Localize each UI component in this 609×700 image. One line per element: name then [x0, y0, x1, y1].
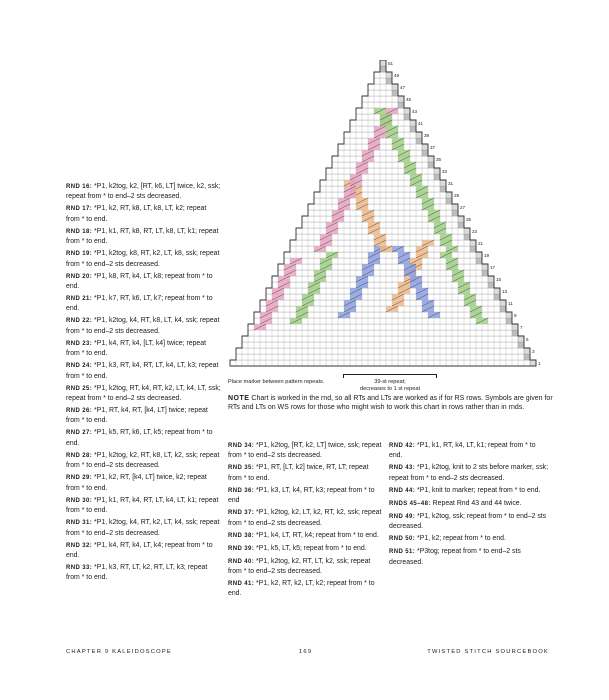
chart-row — [338, 144, 428, 150]
instruction-row — [66, 294, 221, 314]
round-label: RND 27: — [66, 430, 93, 437]
purl-cell — [446, 192, 452, 198]
round-label: RND 38: — [228, 532, 255, 539]
round-text: *P1, k1, RT, k8, RT, LT, k8, LT, k1; repeat from * to end. — [66, 227, 219, 246]
instruction-row — [389, 441, 549, 461]
round-text: *P1, k2, RT, k2, LT, k2; repeat from * to end. — [228, 580, 375, 598]
instructions-column-2 — [228, 441, 383, 601]
instruction-row — [228, 557, 383, 577]
instruction-row — [66, 473, 221, 493]
purl-cell — [392, 84, 398, 90]
row-number: 27 — [460, 205, 466, 211]
purl-cell — [386, 78, 392, 84]
repeat-bracket — [343, 374, 437, 378]
instruction-row — [228, 579, 383, 599]
instruction-row — [66, 204, 221, 224]
instruction-row — [228, 544, 383, 554]
round-label: RND 44: — [389, 487, 416, 494]
purl-cell — [410, 120, 416, 126]
chart-row — [326, 168, 440, 174]
instruction-row — [228, 531, 383, 541]
purl-cell — [524, 348, 530, 354]
chart-row — [320, 180, 446, 186]
purl-cell — [518, 342, 524, 348]
purl-cell — [452, 210, 458, 216]
round-label: RND 24: — [66, 363, 93, 370]
chart-row — [236, 348, 530, 354]
instruction-row — [66, 518, 221, 538]
chart-row — [242, 336, 524, 342]
note-text: Chart is worked in the rnd, so all RTs and LTs are worked as if for RS rows. Symbols are given for RTs and LTs on WS rows for those who might wish to work this chart in rows rather than in rnds. — [228, 395, 553, 411]
purl-cell — [380, 66, 386, 72]
chart-row — [338, 150, 428, 156]
row-number: 21 — [478, 241, 484, 247]
purl-cell — [500, 300, 506, 306]
round-label: RND 50: — [389, 536, 416, 543]
purl-cell — [416, 132, 422, 138]
round-label: RND 25: — [66, 385, 93, 392]
purl-cell — [476, 252, 482, 258]
round-text: *P1, k2tog, knit to 2 sts before marker, ssk; repeat from * to end–2 sts decreased. — [389, 464, 549, 482]
chart-row — [236, 354, 530, 360]
round-text: *P1, k2tog, k2, LT, k2, RT, k2, ssk; repeat from * to end–2 sts decreased. — [228, 509, 382, 527]
round-label: RND 16: — [66, 184, 93, 190]
purl-cell — [500, 306, 506, 312]
purl-cell — [476, 258, 482, 264]
round-label: RND 31: — [66, 520, 93, 527]
round-text: *P1, k4, RT, k4, [LT, k4] twice; repeat from * to end. — [66, 339, 207, 358]
round-text: *P1, k2tog, ssk; repeat from * to end–2 sts decreased. — [389, 512, 547, 531]
round-text: *P1, k2tog, k8, RT, k2, LT, k8, ssk; repeat from * to end–2 sts decreased. — [66, 250, 220, 268]
purl-cell — [494, 294, 500, 300]
instruction-row — [389, 512, 549, 532]
row-number: 29 — [454, 193, 460, 199]
purl-cell — [470, 246, 476, 252]
footer-book-title: TWISTED STITCH SOURCEBOOK — [427, 649, 549, 655]
row-number: 1 — [538, 361, 541, 367]
instruction-row — [66, 272, 221, 292]
row-number: 51 — [388, 61, 394, 67]
purl-cell — [458, 222, 464, 228]
chart-row — [248, 330, 518, 336]
round-text: *P1, RT, [LT, k2] twice, RT, LT; repeat from * to end. — [228, 464, 369, 482]
instruction-row — [389, 547, 549, 567]
round-label: RND 22: — [66, 318, 93, 325]
footer-chapter: CHAPTER 9 KALEIDOSCOPE — [66, 649, 172, 655]
instructions-column-3 — [389, 441, 549, 570]
purl-cell — [518, 336, 524, 342]
purl-cell — [452, 204, 458, 210]
row-number: 41 — [418, 121, 424, 127]
chart-row — [332, 162, 434, 168]
purl-cell — [524, 354, 530, 360]
round-label: RND 23: — [66, 340, 93, 347]
purl-cell — [488, 276, 494, 282]
round-label: RND 49: — [389, 513, 416, 520]
instruction-row — [66, 361, 221, 381]
purl-cell — [440, 180, 446, 186]
purl-cell — [440, 186, 446, 192]
purl-cell — [428, 156, 434, 162]
round-label: RNDS 45–48: — [389, 500, 431, 507]
instruction-row — [66, 249, 221, 269]
round-label: RND 19: — [66, 251, 93, 258]
round-label: RND 29: — [66, 475, 93, 482]
purl-cell — [404, 108, 410, 114]
purl-cell — [512, 324, 518, 330]
round-label: RND 41: — [228, 581, 255, 588]
instruction-row — [389, 463, 549, 483]
round-text: *P1, k2, RT, [k4, LT] twice, k2; repeat from * to end. — [66, 474, 207, 492]
row-number: 49 — [394, 73, 400, 79]
purl-cell — [512, 330, 518, 336]
chart-note — [228, 394, 563, 412]
instruction-row — [66, 541, 221, 561]
round-text: *P1, k2tog, k2, RT, k8, LT, k2, ssk; repeat from * to end–2 sts decreased. — [66, 451, 220, 470]
chart-row — [362, 102, 404, 108]
instruction-row — [66, 451, 221, 471]
purl-cell — [482, 270, 488, 276]
round-text: *P1, knit to marker; repeat from * to end. — [415, 486, 541, 494]
chart-row — [314, 192, 452, 198]
round-text: *P1, k2tog, k2, RT, LT, k2, ssk; repeat from * to end–2 sts decreased. — [228, 557, 371, 576]
round-label: RND 20: — [66, 273, 93, 280]
round-label: RND 39: — [228, 545, 255, 552]
marker-caption: Place marker between pattern repeats. — [228, 379, 325, 385]
round-text: *P3tog; repeat from * to end–2 sts decreased. — [389, 548, 521, 566]
row-number: 37 — [430, 145, 436, 151]
row-number: 35 — [436, 157, 442, 163]
round-label: RND 28: — [66, 452, 93, 459]
row-number: 3 — [532, 349, 535, 355]
purl-cell — [422, 150, 428, 156]
row-number: 33 — [442, 169, 448, 175]
instruction-row — [66, 316, 221, 336]
instruction-row — [66, 563, 221, 583]
round-label: RND 33: — [66, 564, 93, 571]
row-number: 15 — [496, 277, 502, 283]
round-label: RND 34: — [228, 443, 255, 449]
round-label: RND 36: — [228, 487, 255, 494]
chart-row — [284, 252, 482, 258]
round-label: RND 37: — [228, 510, 255, 517]
purl-cell — [386, 72, 392, 78]
row-number: 39 — [424, 133, 430, 139]
row-number: 9 — [514, 313, 517, 319]
row-number: 7 — [520, 325, 523, 331]
chart-row — [344, 138, 422, 144]
round-text: *P1, k8, RT, k4, LT, k8; repeat from * to end. — [66, 272, 213, 291]
round-text: *P1, k2; repeat from * to end. — [415, 535, 506, 543]
chart-row — [362, 96, 404, 102]
round-text: *P1, RT, k4, RT, [k4, LT] twice; repeat from * to end. — [66, 407, 208, 425]
chart-row — [242, 342, 524, 348]
repeat-caption — [335, 374, 445, 393]
instructions-column-1 — [66, 182, 221, 585]
row-number: 23 — [472, 229, 478, 235]
purl-cell — [434, 168, 440, 174]
chart-row — [248, 324, 518, 330]
round-text: *P1, k2tog, [RT, k2, LT] twice, ssk; repeat from * to end–2 sts decreased. — [228, 442, 382, 460]
purl-cell — [392, 90, 398, 96]
instruction-row — [228, 463, 383, 483]
round-text: *P1, k2tog, k2, [RT, k6, LT] twice, k2, ssk; repeat from * to end–2 sts decreased. — [66, 183, 221, 201]
purl-cell — [416, 138, 422, 144]
row-number: 19 — [484, 253, 490, 259]
round-text: *P1, k4, LT, RT, k4; repeat from * to end. — [254, 531, 379, 539]
purl-cell — [380, 60, 386, 66]
purl-cell — [446, 198, 452, 204]
chart-row — [332, 156, 434, 162]
purl-cell — [464, 228, 470, 234]
instruction-row — [66, 496, 221, 516]
instruction-row — [389, 534, 549, 544]
knitting-chart — [225, 60, 565, 372]
round-label: RND 30: — [66, 497, 93, 504]
row-number: 31 — [448, 181, 454, 187]
repeat-caption-line2: decreases to 1 st repeat — [359, 386, 420, 392]
row-number: 43 — [412, 109, 418, 115]
round-label: RND 42: — [389, 443, 416, 449]
purl-cell — [530, 360, 536, 366]
instruction-row — [228, 486, 383, 506]
row-number: 45 — [406, 97, 412, 103]
row-number: 5 — [526, 337, 529, 343]
instruction-row — [66, 182, 221, 202]
purl-cell — [482, 264, 488, 270]
round-text: *P1, k2tog, k4, RT, k2, LT, k4, ssk; repeat from * to end–2 sts decreased. — [66, 519, 220, 537]
purl-cell — [410, 126, 416, 132]
row-number: 47 — [400, 85, 406, 91]
chart-row — [230, 360, 536, 366]
chart-row — [326, 174, 440, 180]
round-label: RND 51: — [389, 549, 416, 556]
instruction-row — [228, 508, 383, 528]
round-text: *P1, k1, RT, k4, RT, LT, k4, LT, k1; repeat from * to end. — [66, 496, 219, 515]
round-label: RND 18: — [66, 228, 93, 235]
instruction-row — [66, 428, 221, 448]
round-text: *P1, k3, LT, k4, RT, k3; repeat from * to end — [228, 486, 375, 505]
purl-cell — [494, 288, 500, 294]
purl-cell — [404, 114, 410, 120]
round-text: *P1, k5, RT, k6, LT, k5; repeat from * to end. — [66, 429, 213, 447]
instruction-row — [389, 499, 549, 509]
chart-row — [308, 204, 458, 210]
round-label: RND 17: — [66, 206, 93, 213]
purl-cell — [398, 96, 404, 102]
purl-cell — [434, 174, 440, 180]
instruction-row — [228, 441, 383, 461]
row-number: 25 — [466, 217, 472, 223]
round-text: *P1, k3, RT, LT, k2, RT, LT, k3; repeat from * to end. — [66, 563, 208, 582]
purl-cell — [428, 162, 434, 168]
round-text: *P1, k2tog, k4, RT, k8, LT, k4, ssk; repeat from * to end–2 sts decreased. — [66, 317, 220, 335]
purl-cell — [506, 312, 512, 318]
round-text: *P1, k2tog, RT, k4, RT, k2, LT, k4, LT, ssk; repeat from * to end–2 sts decreased. — [66, 384, 221, 403]
row-number: 13 — [502, 289, 508, 295]
round-text: *P1, k4, RT, k4, LT, k4; repeat from * to end. — [66, 541, 213, 559]
round-text: Repeat Rnd 43 and 44 twice. — [430, 499, 522, 507]
round-label: RND 26: — [66, 408, 93, 415]
round-label: RND 32: — [66, 542, 93, 549]
purl-cell — [506, 318, 512, 324]
round-label: RND 21: — [66, 296, 93, 303]
round-text: *P1, k5, LT, k5; repeat from * to end. — [254, 544, 367, 552]
instruction-row — [66, 339, 221, 359]
instruction-row — [389, 486, 549, 496]
purl-cell — [488, 282, 494, 288]
round-label: RND 43: — [389, 465, 416, 472]
purl-cell — [458, 216, 464, 222]
round-text: *P1, k3, RT, k4, RT, LT, k4, LT, k3; repeat from * to end. — [66, 362, 219, 380]
instruction-row — [66, 384, 221, 404]
instruction-row — [66, 227, 221, 247]
round-label: RND 40: — [228, 558, 255, 565]
repeat-caption-line1: 39-st repeat; — [374, 379, 406, 385]
row-number: 17 — [490, 265, 496, 271]
row-number: 11 — [508, 301, 513, 307]
purl-cell — [398, 102, 404, 108]
round-label: RND 35: — [228, 465, 255, 472]
footer-page-number: 169 — [299, 649, 313, 655]
round-text: *P1, k7, RT, k6, LT, k7; repeat from * to end. — [66, 295, 213, 313]
note-label: NOTE — [228, 395, 250, 402]
round-text: *P1, k1, RT, k4, LT, k1; repeat from * to end. — [389, 442, 536, 460]
round-text: *P1, k2, RT, k8, LT, k8, LT, k2; repeat from * to end. — [66, 205, 207, 223]
purl-cell — [422, 144, 428, 150]
purl-cell — [470, 240, 476, 246]
instruction-row — [66, 406, 221, 426]
purl-cell — [464, 234, 470, 240]
